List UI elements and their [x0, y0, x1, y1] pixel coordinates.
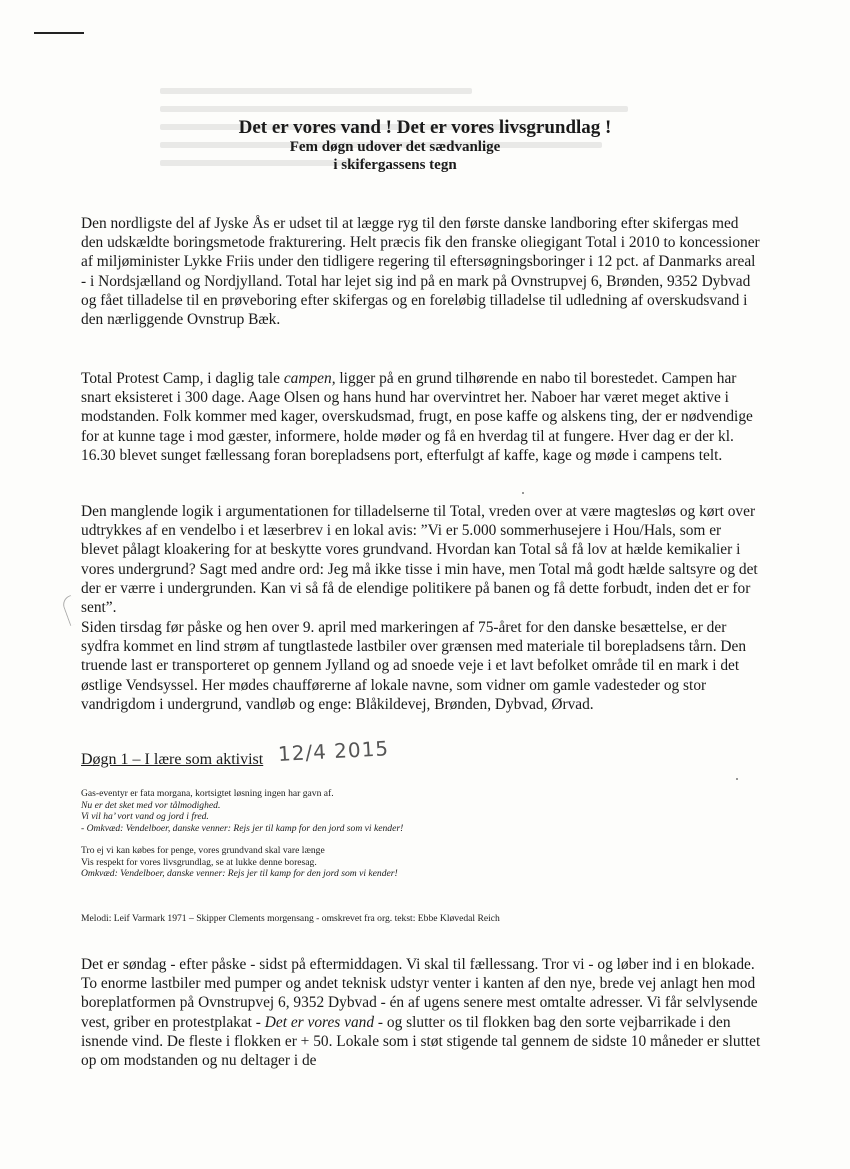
verse-line: Nu er det sket med vor tålmodighed. — [81, 799, 221, 811]
paragraph-camp — [81, 369, 761, 465]
verse-refrain: Omkvæd: Vendelboer, danske venner: Rejs jer til kamp for den jord som vi kender! — [81, 868, 398, 879]
verse-refrain: - Omkvæd: Vendelboer, danske venner: Rejs jer til kamp for den jord som vi kender! — [81, 822, 404, 834]
verse-line: Vis respekt for vores livsgrundlag, se at lukke denne boresag. — [81, 856, 317, 868]
verse-line: Vi vil ha’ vort vand og jord i fred. — [81, 811, 209, 822]
section-heading: Døgn 1 – I lære som aktivist — [81, 751, 264, 768]
document-subtitle-line2: i skifergassens tegn — [333, 157, 457, 173]
verse-line: Gas-eventyr er fata morgana, kortsigtet løsning ingen har gavn af. — [81, 788, 334, 799]
document-subtitle-line1: Fem døgn udover det sædvanlige — [289, 139, 501, 155]
paragraph-camp-rest: ligger på en grund tilhørende en nabo til borestedet. Campen har snart eksisteret i 300 dage. Aage Olsen og hans hund har overvintret her. Naboer har været meget aktive i modstanden. Folk kommer med kager, overskudsmad, frugt, en pose kaffe og alskens ting, der er nødvendige for at kunne tage i mod gæster, informere, holde møder og få en hverdag til at fungere. Hver dag er der kl. 16.30 blevet sunget fællessang foran borepladsens port, efterfulgt af kaffe, kage og møde i campens telt. — [81, 370, 753, 464]
paragraph-sunday-rest: - og slutter os til flokken bag den sorte vejbarrikade i den isnende vind. De fleste i flokken er + 50. Lokale som i støt stigende tal gennem de sidste 10 måneder er sluttet op om modstanden og nu deltager i de — [81, 1013, 761, 1070]
document-title: Det er vores vand ! Det er vores livsgrundlag ! — [238, 117, 612, 138]
melody-credit: Melodi: Leif Varmark 1971 – Skipper Clements morgensang - omskrevet fra org. tekst: Ebbe Kløvedal Reich — [81, 913, 500, 924]
scan-speck — [736, 778, 738, 780]
paragraph-sunday-italic: Det er vores vand — [264, 1013, 375, 1031]
verse-line: Tro ej vi kan købes for penge, vores grundvand skal vare længe — [81, 845, 325, 856]
handwritten-date: 12/4 2015 — [277, 736, 390, 766]
paragraph-logic: Den manglende logik i argumentationen for tilladelserne til Total, vreden over at være magtesløs og kørt over udtrykkes af en vendelbo i et læserbrev i en lokal avis: ”Vi er 5.000 sommerhusejere i Hou/Hals, som er blevet pålagt kloakering for at beskytte vores grundvand. Hvordan kan Total så få lov at hælde kemikalier i vores undergrund? Sagt med andre ord: Jeg må ikke tisse i min have, men Total må godt hælde saltsyre og det der er værre i undergrunden. Kan vi så få de elendige politikere på banen og få dette forbudt, inden det er for sent”. — [81, 503, 758, 617]
scan-mark — [34, 32, 84, 34]
paragraph-camp-start: Total Protest Camp, i daglig tale — [81, 370, 284, 387]
song-verse-1 — [81, 788, 741, 834]
margin-mark — [60, 595, 80, 626]
paragraph-camp-italic: campen, — [283, 370, 336, 387]
paragraph-sunday — [81, 955, 761, 1070]
paragraph-trucks: Siden tirsdag før påske og hen over 9. april med markeringen af 75-året for den danske besættelse, er der sydfra kommet en lind strøm af tungtlastede lastbiler over grænsen med materiale til borepladsens tårn. Den truende last er transporteret op gennem Jylland og ad snoede veje i et lavt befolket område til en mark i det østlige Vendsyssel. Her mødes chaufførerne af lokale navne, som vidner om gamle vadesteder og stor vandrigdom i undergrund, vandløb og enge: Blåkildevej, Brønden, Dybvad, Ørvad. — [81, 619, 747, 713]
scan-speck — [522, 492, 524, 494]
paragraph-intro: Den nordligste del af Jyske Ås er udset til at lægge ryg til den første danske landboring efter skifergas med den udskældte boringsmetode frakturering. Helt præcis fik den franske oliegigant Total i 2010 to koncessioner af miljøminister Lykke Friis under den tidligere regering til eftersøgningsboringer i 12 pct. af Danmarks areal - i Nordsjælland og Nordjylland. Total har lejet sig ind på en mark på Ovnstrupvej 6, Brønden, 9352 Dybvad og fået tilladelse til en prøveboring efter skifergas og en foreløbig tilladelse til udledning af overskudsvand i den nærliggende Ovnstrup Bæk. — [81, 215, 760, 329]
song-verse-2 — [81, 845, 741, 880]
paragraph-sunday-start: Det er søndag - efter påske - sidst på eftermiddagen. Vi skal til fællessang. Tror vi - og løber ind i en blokade. To enorme lastbiler med pumper og andet teknisk udstyr venter i kanten af den nye, brede vej anlagt hen mod boreplatformen på Ovnstrupvej 6, 9352 Dybvad - én af ugens senere mest omtalte adresser. Vi får selvlysende vest, griber en protestplakat - — [81, 956, 758, 1031]
